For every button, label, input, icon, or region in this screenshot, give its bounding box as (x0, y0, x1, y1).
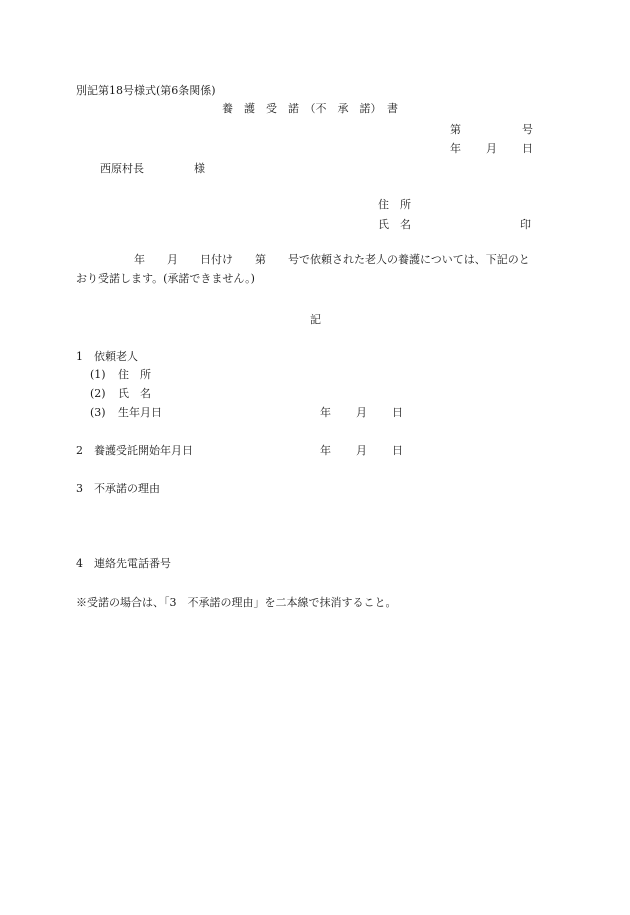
start-day: 日 (392, 444, 403, 457)
doc-number-dai: 第 (450, 123, 461, 136)
doc-date-day: 日 (522, 142, 533, 155)
birth-year: 年 (320, 406, 331, 419)
section1-item-number: (2) (90, 387, 106, 400)
body-text-line1: 年 月 日付け 第 号で依頼された老人の養護については、下記のと (134, 253, 530, 266)
start-year: 年 (320, 444, 331, 457)
document-title: 養 護 受 諾 （不 承 諾） 書 (222, 102, 398, 115)
footnote: ※受諾の場合は、「3 不承諾の理由」を二本線で抹消すること。 (76, 596, 397, 609)
body-text-line2: おり受諾します。(承諾できません。) (76, 272, 255, 285)
start-month: 月 (356, 444, 367, 457)
section2-heading: 2 養護受託開始年月日 (76, 444, 193, 457)
section3-heading: 3 不承諾の理由 (76, 482, 160, 495)
doc-date-year: 年 (450, 142, 461, 155)
addressee-honorific: 様 (194, 162, 205, 175)
form-label: 別記第18号様式(第6条関係) (76, 84, 216, 97)
birth-month: 月 (356, 406, 367, 419)
addressee-name: 西原村長 (100, 162, 144, 175)
section1-item-label: 氏 名 (118, 387, 151, 400)
doc-date-month: 月 (486, 142, 497, 155)
seal-mark: 印 (520, 218, 531, 231)
section1-item-number: (3) (90, 406, 106, 419)
ki-heading: 記 (310, 313, 321, 326)
section1-item-number: (1) (90, 368, 106, 381)
section1-item-label: 生年月日 (118, 406, 162, 419)
section1-heading: 1 依頼老人 (76, 350, 138, 363)
doc-number-go: 号 (522, 123, 533, 136)
birth-day: 日 (392, 406, 403, 419)
sender-address-label: 住 所 (378, 198, 411, 211)
sender-name-label: 氏 名 (378, 218, 411, 231)
section4-heading: 4 連絡先電話番号 (76, 557, 171, 570)
section1-item-label: 住 所 (118, 368, 151, 381)
